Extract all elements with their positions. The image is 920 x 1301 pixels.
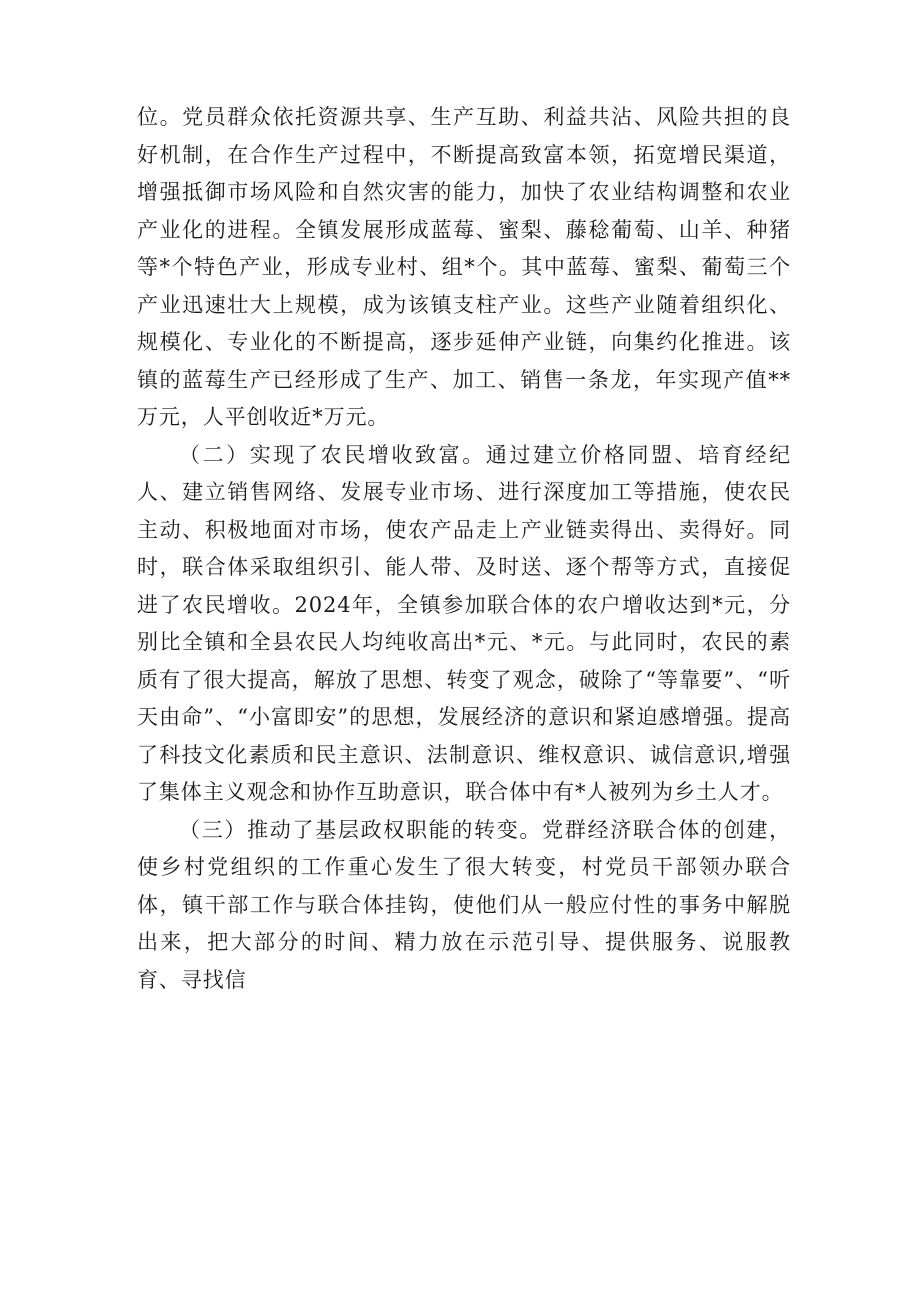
document-page — [137, 99, 791, 999]
paragraph-continuation: 位。党员群众依托资源共享、生产互助、利益共沾、风险共担的良好机制，在合作生产过程中，不断提高致富本领，拓宽增民渠道，增强抵御市场风险和自然灾害的能力，加快了农业结构调整和农业产业化的进程。全镇发展形成蓝莓、蜜梨、藤稔葡萄、山羊、种猪等*个特色产业，形成专业村、组*个。其中蓝莓、蜜梨、葡萄三个产业迅速壮大上规模，成为该镇支柱产业。这些产业随着组织化、规模化、专业化的不断提高，逐步延伸产业链，向集约化推进。该镇的蓝莓生产已经形成了生产、加工、销售一条龙，年实现产值**万元，人平创收近*万元。 — [137, 105, 791, 429]
paragraph-government-function: （三）推动了基层政权职能的转变。党群经济联合体的创建，使乡村党组织的工作重心发生了很大转变，村党员干部领办联合体，镇干部工作与联合体挂钩，使他们从一般应付性的事务中解脱出来，把大部分的时间、精力放在示范引导、提供服务、说服教育、寻找信 — [137, 817, 791, 992]
paragraph-farmer-income: （二）实现了农民增收致富。通过建立价格同盟、培育经纪人、建立销售网络、发展专业市场、进行深度加工等措施，使农民主动、积极地面对市场，使农产品走上产业链卖得出、卖得好。同时，联合体采取组织引、能人带、及时送、逐个帮等方式，直接促进了农民增收。2024年，全镇参加联合体的农户增收达到*元，分别比全镇和全县农民人均纯收高出*元、*元。与此同时，农民的素质有了很大提高，解放了思想、转变了观念，破除了“等靠要”、“听天由命”、“小富即安”的思想，发展经济的意识和紧迫感增强。提高了科技文化素质和民主意识、法制意识、维权意识、诚信意识,增强了集体主义观念和协作互助意识，联合体中有*人被列为乡土人才。 — [137, 442, 791, 804]
